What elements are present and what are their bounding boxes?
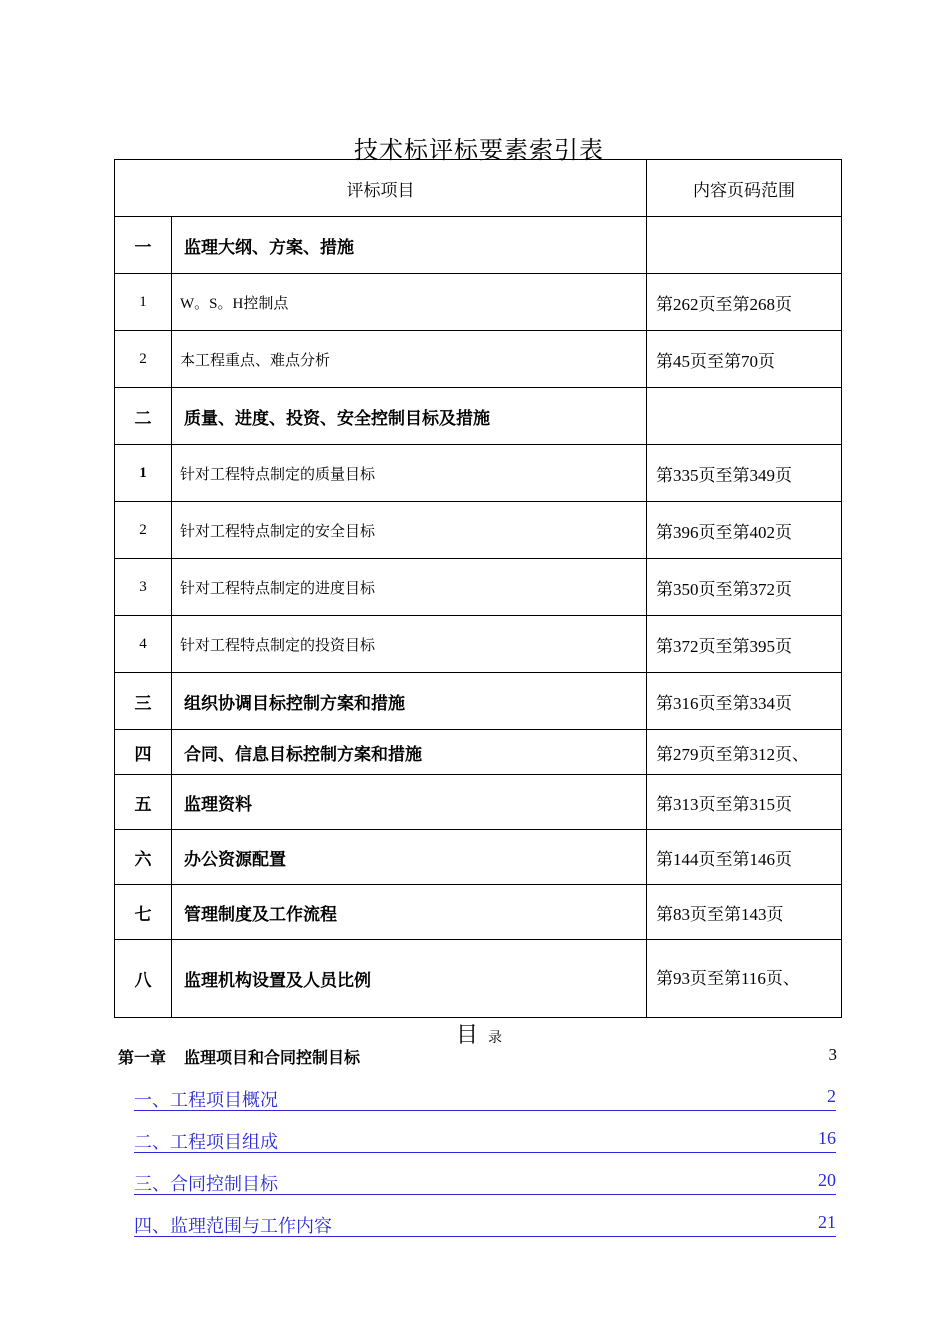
row-item: 针对工程特点制定的进度目标	[172, 559, 647, 616]
table-row	[115, 730, 842, 775]
table-row	[115, 673, 842, 730]
page-title: 技术标评标要素索引表	[354, 136, 604, 164]
table-header-row	[115, 160, 842, 217]
row-item: 针对工程特点制定的质量目标	[172, 445, 647, 502]
table-row	[115, 274, 842, 331]
toc-link-page: 20	[818, 1170, 836, 1190]
row-number: 一	[115, 217, 172, 274]
row-pages: 第45页至第70页	[647, 331, 842, 388]
row-number: 五	[115, 775, 172, 830]
row-pages: 第316页至第334页	[647, 673, 842, 730]
toc-title-big: 目	[456, 1023, 479, 1048]
row-pages: 第313页至第315页	[647, 775, 842, 830]
row-pages: 第396页至第402页	[647, 502, 842, 559]
row-number: 2	[115, 331, 172, 388]
row-number: 1	[115, 274, 172, 331]
toc-link-title: 一、工程项目概况	[134, 1090, 278, 1110]
row-number: 七	[115, 885, 172, 940]
table-row	[115, 502, 842, 559]
row-item: 监理资料	[172, 775, 647, 830]
chapter-title: 监理项目和合同控制目标	[184, 1048, 361, 1067]
table-row	[115, 940, 842, 1018]
row-number: 四	[115, 730, 172, 775]
row-item: 监理大纲、方案、措施	[172, 217, 647, 274]
header-pages: 内容页码范围	[647, 160, 842, 217]
row-pages: 第83页至第143页	[647, 885, 842, 940]
row-item: 针对工程特点制定的投资目标	[172, 616, 647, 673]
row-pages	[647, 388, 842, 445]
table-row	[115, 331, 842, 388]
row-pages	[647, 217, 842, 274]
table-row	[115, 616, 842, 673]
table-row	[115, 445, 842, 502]
toc-link[interactable]	[134, 1086, 836, 1111]
row-number: 1	[115, 445, 172, 502]
row-item: 监理机构设置及人员比例	[172, 940, 647, 1018]
row-item: 合同、信息目标控制方案和措施	[172, 730, 647, 775]
row-number: 八	[115, 940, 172, 1018]
row-pages: 第279页至第312页、	[647, 730, 842, 775]
row-pages: 第144页至第146页	[647, 830, 842, 885]
table-row	[115, 217, 842, 274]
toc-link-page: 21	[818, 1212, 836, 1232]
row-item: 针对工程特点制定的安全目标	[172, 502, 647, 559]
row-number: 4	[115, 616, 172, 673]
row-item: 质量、进度、投资、安全控制目标及措施	[172, 388, 647, 445]
row-item: W。S。H控制点	[172, 274, 647, 331]
row-item: 办公资源配置	[172, 830, 647, 885]
row-pages: 第372页至第395页	[647, 616, 842, 673]
index-table	[114, 159, 842, 1018]
table-row	[115, 775, 842, 830]
toc-link-page: 16	[818, 1128, 836, 1148]
toc-title-small: 录	[488, 1030, 503, 1046]
row-pages: 第335页至第349页	[647, 445, 842, 502]
table-row	[115, 388, 842, 445]
row-pages: 第93页至第116页、	[647, 940, 842, 1018]
row-pages: 第262页至第268页	[647, 274, 842, 331]
toc-chapter[interactable]	[118, 1045, 837, 1068]
table-row	[115, 559, 842, 616]
row-number: 2	[115, 502, 172, 559]
row-pages: 第350页至第372页	[647, 559, 842, 616]
row-number: 三	[115, 673, 172, 730]
row-number: 六	[115, 830, 172, 885]
table-row	[115, 830, 842, 885]
toc-link-page: 2	[827, 1086, 836, 1106]
header-item: 评标项目	[115, 160, 647, 217]
row-item: 本工程重点、难点分析	[172, 331, 647, 388]
toc-link[interactable]	[134, 1170, 836, 1195]
chapter-label: 第一章	[118, 1048, 167, 1067]
toc-link[interactable]	[134, 1128, 836, 1153]
row-number: 3	[115, 559, 172, 616]
toc-link-title: 四、监理范围与工作内容	[134, 1216, 332, 1236]
toc-link[interactable]	[134, 1212, 836, 1237]
row-number: 二	[115, 388, 172, 445]
toc-link-title: 二、工程项目组成	[134, 1132, 278, 1152]
row-item: 管理制度及工作流程	[172, 885, 647, 940]
chapter-page: 3	[828, 1045, 837, 1064]
row-item: 组织协调目标控制方案和措施	[172, 673, 647, 730]
toc-link-title: 三、合同控制目标	[134, 1174, 278, 1194]
table-row	[115, 885, 842, 940]
